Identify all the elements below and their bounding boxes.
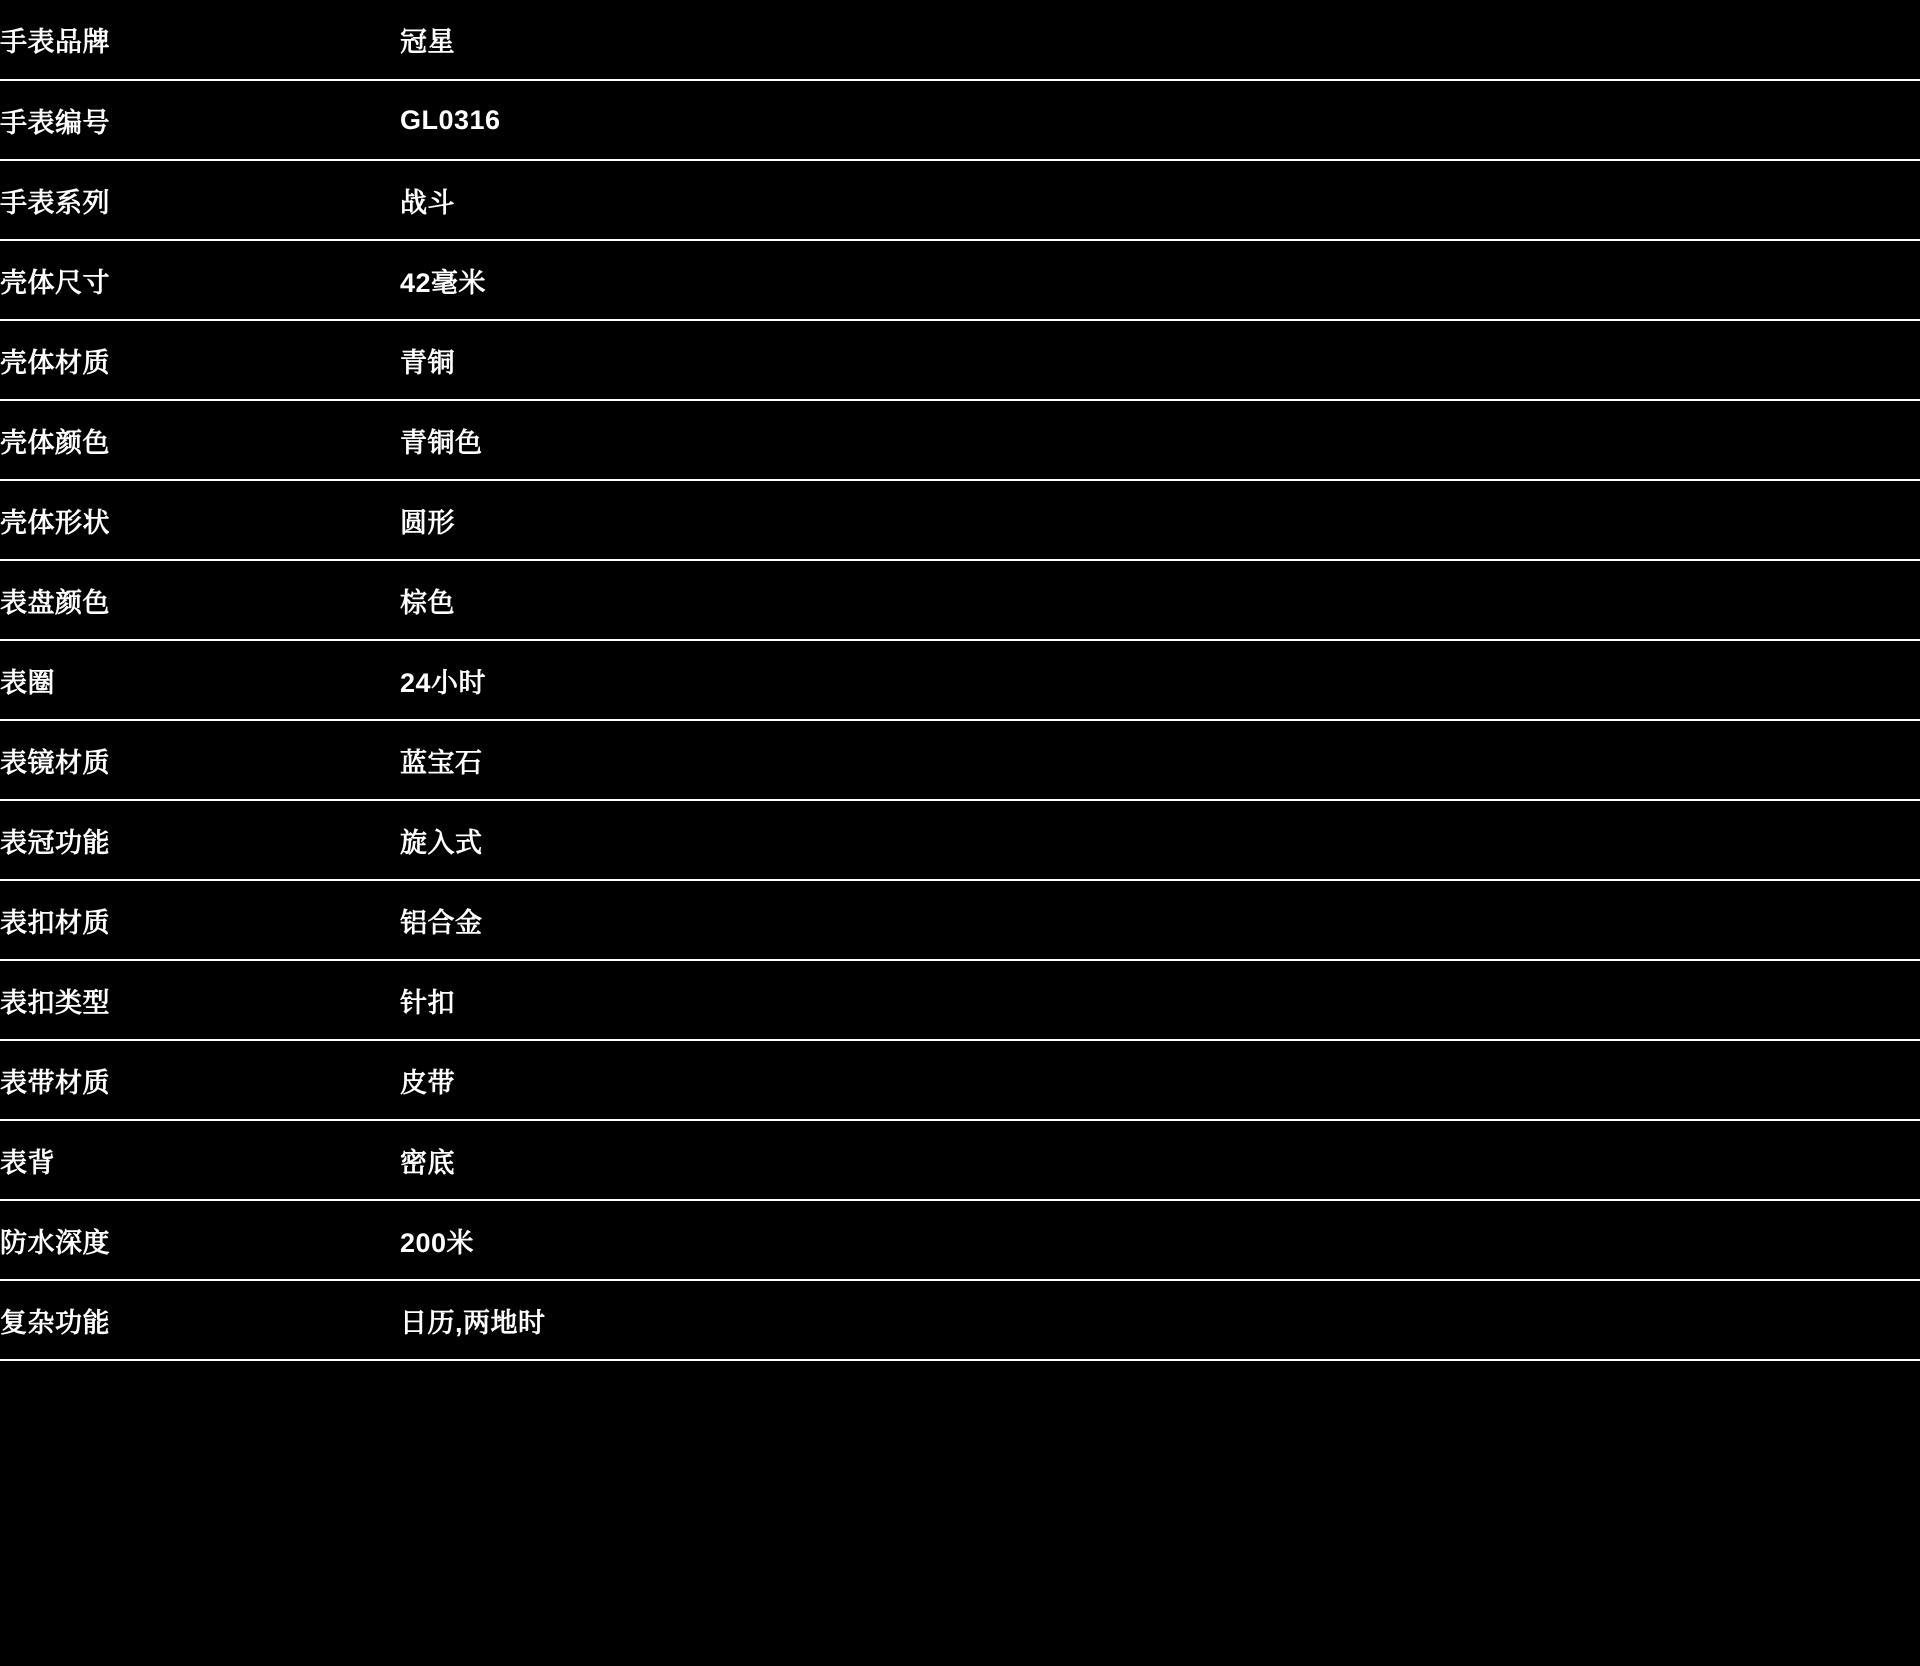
spec-value: 棕色 (400, 560, 1920, 640)
spec-label: 壳体形状 (0, 480, 400, 560)
table-row (0, 960, 1920, 1040)
spec-value: 42毫米 (400, 240, 1920, 320)
spec-label: 表扣材质 (0, 880, 400, 960)
table-row (0, 240, 1920, 320)
spec-label: 表镜材质 (0, 720, 400, 800)
spec-label: 手表品牌 (0, 0, 400, 80)
table-row (0, 1280, 1920, 1360)
spec-value: 蓝宝石 (400, 720, 1920, 800)
table-row (0, 320, 1920, 400)
spec-label: 手表编号 (0, 80, 400, 160)
spec-label: 壳体颜色 (0, 400, 400, 480)
spec-label: 壳体尺寸 (0, 240, 400, 320)
table-row (0, 160, 1920, 240)
table-row (0, 640, 1920, 720)
spec-label: 复杂功能 (0, 1280, 400, 1360)
table-row (0, 880, 1920, 960)
spec-value: 24小时 (400, 640, 1920, 720)
spec-label: 表盘颜色 (0, 560, 400, 640)
spec-label: 壳体材质 (0, 320, 400, 400)
spec-label: 防水深度 (0, 1200, 400, 1280)
spec-label: 表扣类型 (0, 960, 400, 1040)
table-row (0, 80, 1920, 160)
spec-value: 200米 (400, 1200, 1920, 1280)
spec-label: 表冠功能 (0, 800, 400, 880)
table-row (0, 400, 1920, 480)
table-row (0, 480, 1920, 560)
spec-value: 青铜 (400, 320, 1920, 400)
spec-value: 皮带 (400, 1040, 1920, 1120)
spec-label: 表背 (0, 1120, 400, 1200)
table-row (0, 800, 1920, 880)
spec-value: 青铜色 (400, 400, 1920, 480)
table-row (0, 1040, 1920, 1120)
table-row (0, 560, 1920, 640)
table-row (0, 720, 1920, 800)
spec-value: 圆形 (400, 480, 1920, 560)
table-row (0, 1120, 1920, 1200)
spec-label: 手表系列 (0, 160, 400, 240)
spec-value: 战斗 (400, 160, 1920, 240)
spec-value: 针扣 (400, 960, 1920, 1040)
spec-label: 表带材质 (0, 1040, 400, 1120)
spec-value: 密底 (400, 1120, 1920, 1200)
spec-value: 日历,两地时 (400, 1280, 1920, 1360)
spec-value: 冠星 (400, 0, 1920, 80)
spec-value: 旋入式 (400, 800, 1920, 880)
table-row (0, 1200, 1920, 1280)
spec-value: GL0316 (400, 80, 1920, 160)
spec-value: 铝合金 (400, 880, 1920, 960)
spec-label: 表圈 (0, 640, 400, 720)
table-row (0, 0, 1920, 80)
